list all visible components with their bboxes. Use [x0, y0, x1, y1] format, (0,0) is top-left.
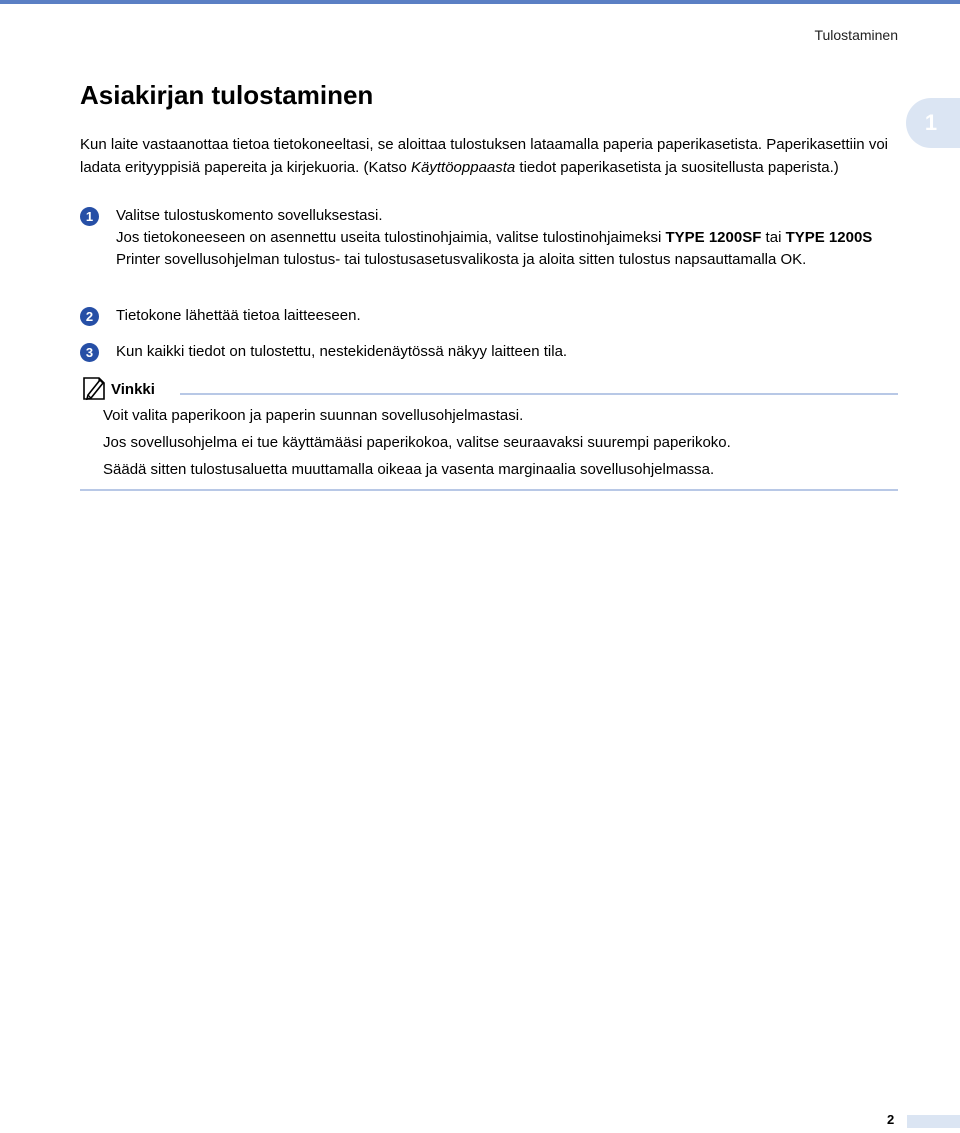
- intro-text-2: tiedot paperikasetista ja suositellusta paperista.): [515, 159, 839, 176]
- step-1-text: Valitse tulostuskomento sovelluksestasi.: [116, 207, 383, 224]
- step-1: [80, 205, 900, 271]
- step-3-text: Kun kaikki tiedot on tulostettu, nestekidenäytössä näkyy laitteen tila.: [116, 343, 568, 360]
- note-label: Vinkki: [111, 381, 155, 398]
- driver-name-2: TYPE 1200S: [785, 229, 873, 246]
- intro-emphasis: Käyttöoppaasta: [411, 159, 516, 176]
- step-1-detail: [116, 227, 900, 271]
- footer-tab: [907, 1115, 960, 1128]
- page-title: Asiakirjan tulostaminen: [80, 80, 374, 110]
- intro-paragraph: [80, 133, 900, 179]
- running-header: Tulostaminen: [814, 27, 898, 43]
- step-3: [80, 341, 900, 363]
- step-1-detail-c: Printer sovellusohjelman tulostus- tai tulostusasetusvalikosta ja aloita sitten tulostus napsauttamalla OK.: [116, 251, 807, 268]
- chapter-tab: 1: [906, 98, 960, 148]
- driver-name-1: TYPE 1200SF: [665, 229, 762, 246]
- note-line-3: Säädä sitten tulostusaluetta muuttamalla oikeaa ja vasenta marginaalia sovellusohjelmassa.: [103, 461, 715, 478]
- top-rule: [0, 0, 960, 4]
- step-number-badge: 2: [80, 307, 99, 326]
- note-header: [80, 374, 898, 402]
- step-1-detail-a: Jos tietokoneeseen on asennettu useita tulostinohjaimia, valitse tulostinohjaimeksi: [116, 229, 666, 246]
- note-line-1: Voit valita paperikoon ja paperin suunnan sovellusohjelmastasi.: [103, 407, 524, 424]
- step-2-text: Tietokone lähettää tietoa laitteeseen.: [116, 307, 361, 324]
- step-number-badge: 3: [80, 343, 99, 362]
- note-line-2: Jos sovellusohjelma ei tue käyttämääsi paperikokoa, valitse seuraavaksi suurempi paperikoko.: [103, 434, 731, 451]
- note-bottom-rule: [80, 489, 898, 491]
- note-pencil-icon: [80, 374, 108, 402]
- note-divider: [180, 393, 898, 395]
- step-2: [80, 305, 900, 327]
- note-body: [103, 402, 898, 483]
- step-1-detail-b: tai: [761, 229, 786, 246]
- intro-text-1: Kun laite vastaanottaa tietoa tietokoneeltasi, se aloittaa tulostuksen lataamalla paperia paperikasetista. Paperikasettiin voi ladata erityyppisiä papereita ja kirjekuoria. (Katso: [80, 136, 888, 176]
- page-number: 2: [887, 1112, 895, 1127]
- step-number-badge: 1: [80, 207, 99, 226]
